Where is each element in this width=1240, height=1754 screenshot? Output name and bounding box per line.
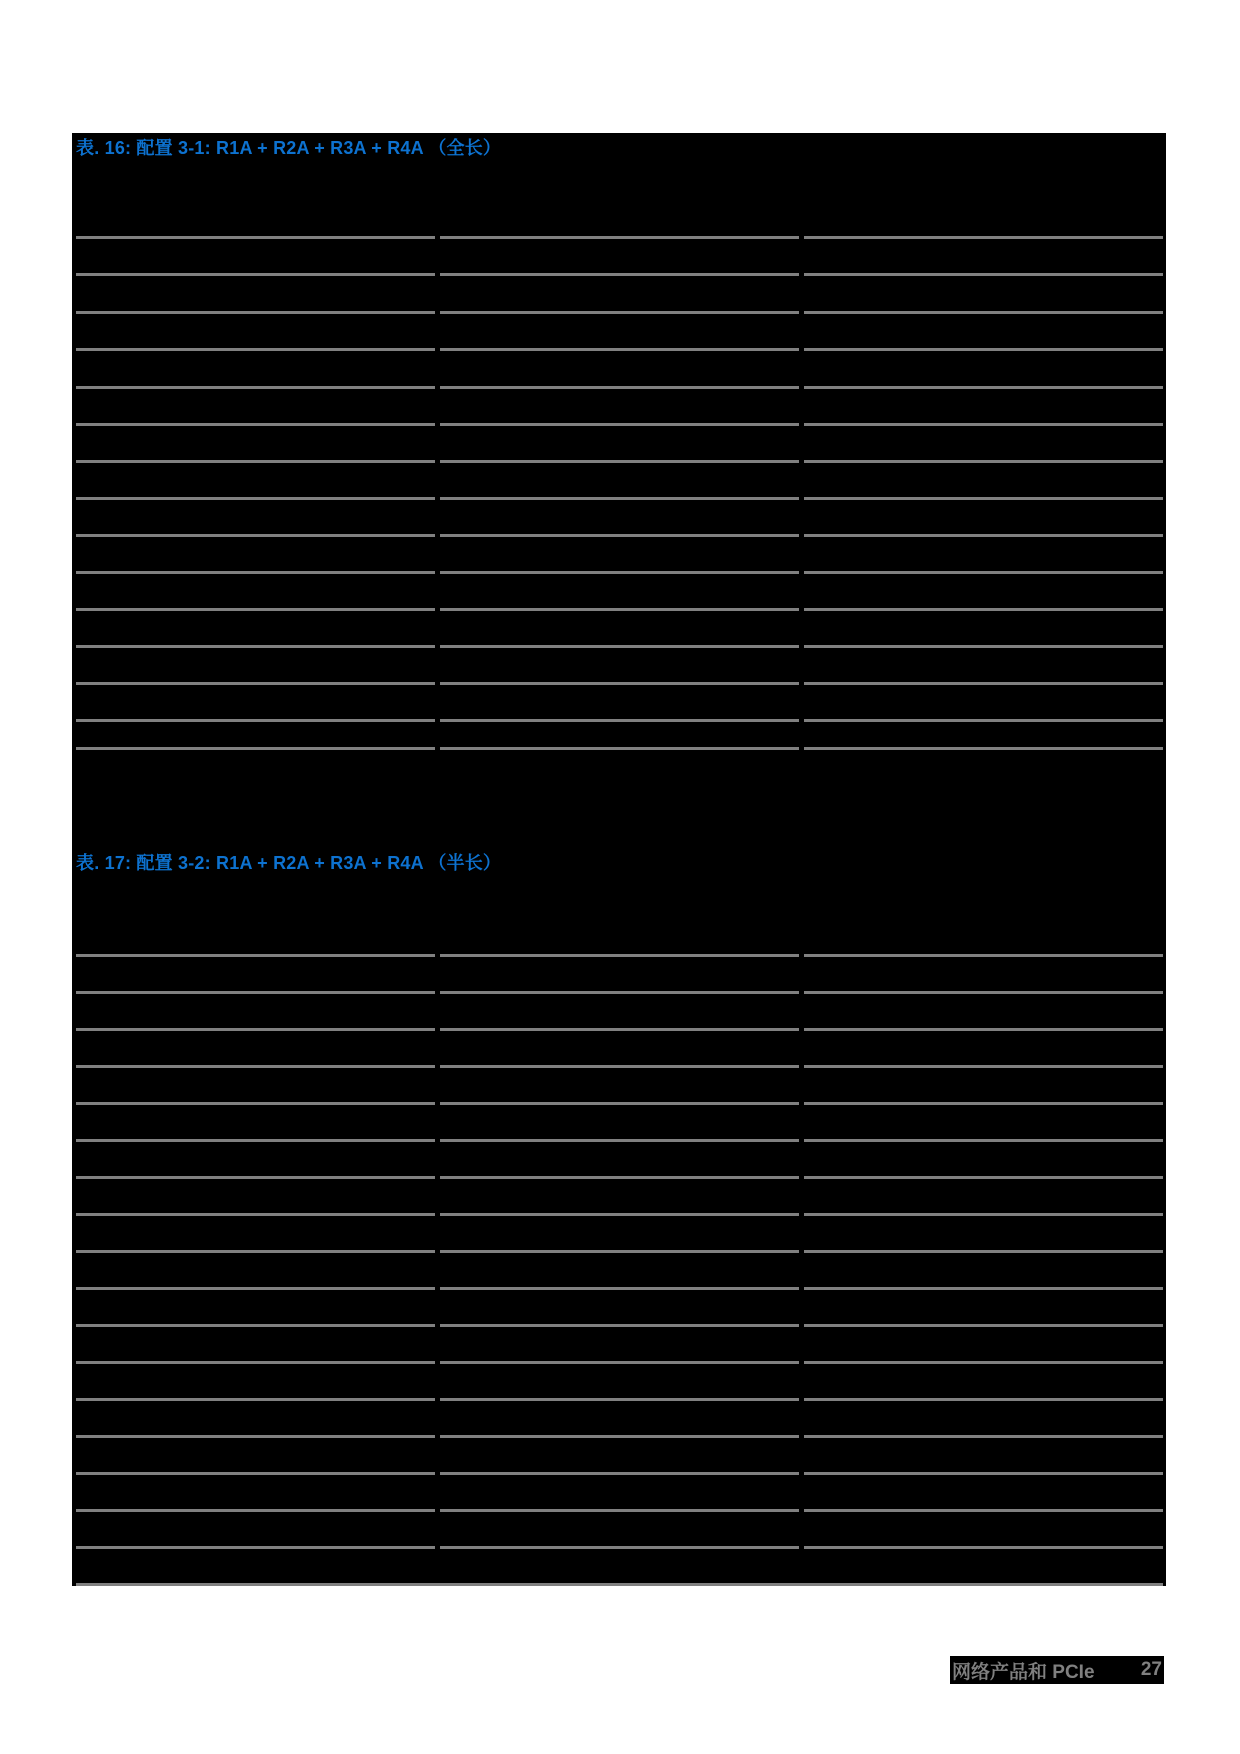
divider-segment	[440, 1139, 799, 1142]
divider-segment	[804, 348, 1163, 351]
divider-segment	[440, 348, 799, 351]
divider-segment	[76, 1102, 435, 1105]
table-row-divider	[76, 571, 1163, 574]
divider-segment	[440, 645, 799, 648]
divider-segment	[440, 954, 799, 957]
divider-segment	[76, 1435, 435, 1438]
divider-segment	[804, 747, 1163, 750]
table-row-divider	[76, 954, 1163, 957]
divider-segment	[804, 608, 1163, 611]
divider-segment	[804, 236, 1163, 239]
divider-segment	[76, 954, 435, 957]
divider-segment	[804, 1250, 1163, 1253]
table-row-divider	[76, 1361, 1163, 1364]
divider-segment	[804, 1361, 1163, 1364]
divider-segment	[440, 1509, 799, 1512]
divider-segment	[440, 1361, 799, 1364]
content-block	[72, 133, 1166, 1586]
divider-segment	[804, 645, 1163, 648]
divider-segment	[804, 386, 1163, 389]
divider-segment	[440, 386, 799, 389]
divider-segment	[440, 1102, 799, 1105]
divider-segment	[804, 1139, 1163, 1142]
table-row-divider	[76, 719, 1163, 722]
divider-segment	[440, 1287, 799, 1290]
table-row-divider	[76, 423, 1163, 426]
divider-segment	[76, 534, 435, 537]
divider-segment	[804, 954, 1163, 957]
divider-segment	[440, 1250, 799, 1253]
divider-segment	[804, 1102, 1163, 1105]
divider-segment	[76, 719, 435, 722]
divider-segment	[440, 1324, 799, 1327]
divider-segment	[440, 1546, 799, 1549]
divider-segment	[76, 460, 435, 463]
footer-page-number: 27	[1140, 1659, 1162, 1680]
table-row-divider	[76, 991, 1163, 994]
divider-segment	[76, 497, 435, 500]
divider-segment	[440, 1435, 799, 1438]
divider-segment	[440, 497, 799, 500]
divider-segment	[804, 273, 1163, 276]
divider-segment	[76, 1324, 435, 1327]
table-row-divider	[76, 348, 1163, 351]
divider-segment	[804, 1472, 1163, 1475]
table-row-divider	[76, 1546, 1163, 1549]
divider-segment	[804, 497, 1163, 500]
divider-segment	[76, 1361, 435, 1364]
table-row-divider	[76, 1176, 1163, 1179]
divider-segment	[804, 1213, 1163, 1216]
table-row-divider	[76, 311, 1163, 314]
divider-segment	[76, 571, 435, 574]
divider-segment	[440, 1213, 799, 1216]
divider-segment	[76, 1139, 435, 1142]
divider-segment	[76, 1213, 435, 1216]
table-row-divider	[76, 1213, 1163, 1216]
table-row-divider	[76, 1139, 1163, 1142]
divider-segment	[804, 571, 1163, 574]
table-row-divider	[76, 497, 1163, 500]
table-row-divider	[76, 1065, 1163, 1068]
divider-segment	[440, 608, 799, 611]
table-row-divider	[76, 1435, 1163, 1438]
divider-segment	[76, 236, 435, 239]
divider-segment	[76, 1398, 435, 1401]
divider-segment	[804, 1065, 1163, 1068]
divider-segment	[76, 1509, 435, 1512]
divider-segment	[76, 1250, 435, 1253]
table-row-divider	[76, 1398, 1163, 1401]
divider-segment	[76, 1546, 435, 1549]
divider-segment	[804, 991, 1163, 994]
divider-segment	[440, 273, 799, 276]
footer-bar	[950, 1656, 1164, 1684]
table-row-divider	[76, 534, 1163, 537]
divider-segment	[440, 747, 799, 750]
divider-segment	[76, 386, 435, 389]
divider-segment	[76, 423, 435, 426]
table-row-divider	[76, 747, 1163, 750]
table-row-divider	[76, 1324, 1163, 1327]
divider-segment	[440, 1176, 799, 1179]
table-17-caption: 表. 17: 配置 3-2: R1A + R2A + R3A + R4A （半长）	[76, 853, 502, 873]
divider-segment	[76, 1028, 435, 1031]
divider-segment	[76, 645, 435, 648]
divider-segment	[76, 1287, 435, 1290]
divider-segment	[440, 1398, 799, 1401]
divider-segment	[76, 1176, 435, 1179]
table-row-divider	[76, 273, 1163, 276]
divider-segment	[804, 1324, 1163, 1327]
table-row-divider	[76, 1250, 1163, 1253]
divider-segment	[440, 236, 799, 239]
divider-segment	[76, 311, 435, 314]
divider-segment	[804, 1176, 1163, 1179]
table-row-divider	[76, 1287, 1163, 1290]
table-16-caption: 表. 16: 配置 3-1: R1A + R2A + R3A + R4A （全长）	[76, 138, 502, 158]
table-row-divider	[76, 1028, 1163, 1031]
table-row-divider	[76, 1102, 1163, 1105]
divider-segment	[804, 311, 1163, 314]
table-row-divider	[76, 236, 1163, 239]
divider-segment	[76, 1472, 435, 1475]
divider-segment	[76, 608, 435, 611]
divider-segment	[804, 1546, 1163, 1549]
divider-segment	[804, 1435, 1163, 1438]
table-row-divider	[76, 1509, 1163, 1512]
divider-segment	[804, 423, 1163, 426]
divider-segment	[440, 423, 799, 426]
divider-segment	[76, 273, 435, 276]
footer-section-label: 网络产品和 PCIe	[952, 1661, 1095, 1683]
divider-segment	[804, 719, 1163, 722]
block-bottom-border	[76, 1583, 1163, 1586]
divider-segment	[440, 1065, 799, 1068]
divider-segment	[440, 682, 799, 685]
divider-segment	[76, 747, 435, 750]
divider-segment	[76, 348, 435, 351]
divider-segment	[440, 571, 799, 574]
table-row-divider	[76, 1472, 1163, 1475]
table-row-divider	[76, 608, 1163, 611]
table-row-divider	[76, 682, 1163, 685]
divider-segment	[440, 460, 799, 463]
divider-segment	[804, 1509, 1163, 1512]
divider-segment	[804, 1398, 1163, 1401]
divider-segment	[804, 460, 1163, 463]
divider-segment	[804, 1028, 1163, 1031]
table-row-divider	[76, 460, 1163, 463]
table-row-divider	[76, 386, 1163, 389]
divider-segment	[440, 991, 799, 994]
divider-segment	[76, 1065, 435, 1068]
divider-segment	[440, 534, 799, 537]
divider-segment	[440, 1028, 799, 1031]
divider-segment	[804, 534, 1163, 537]
table-row-divider	[76, 645, 1163, 648]
divider-segment	[440, 719, 799, 722]
divider-segment	[440, 311, 799, 314]
divider-segment	[76, 682, 435, 685]
divider-segment	[804, 1287, 1163, 1290]
divider-segment	[804, 682, 1163, 685]
divider-segment	[440, 1472, 799, 1475]
divider-segment	[76, 991, 435, 994]
